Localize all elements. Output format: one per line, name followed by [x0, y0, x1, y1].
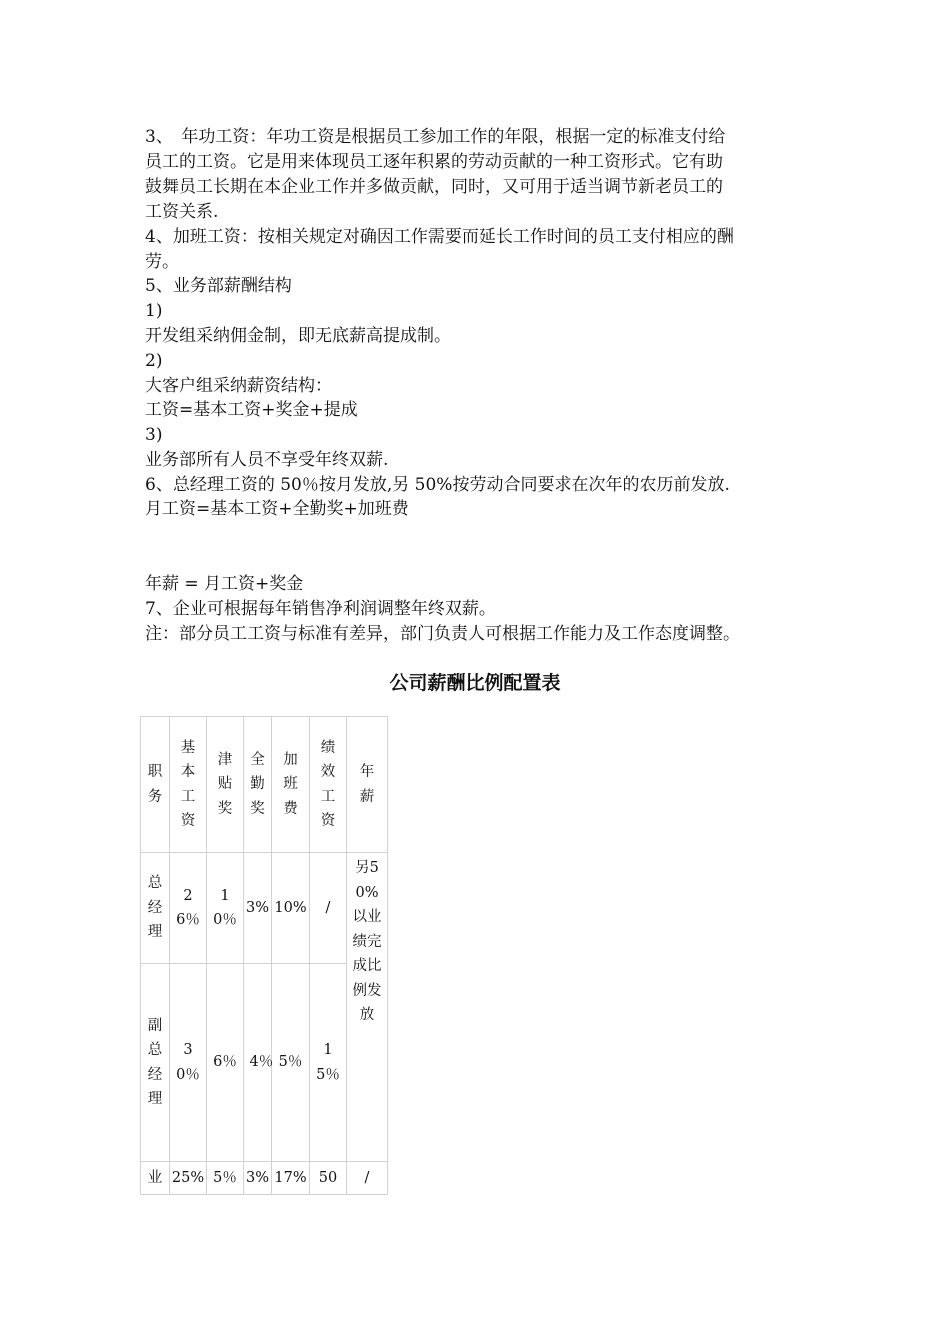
table-cell: 5％ [207, 1162, 244, 1195]
text-line: 4、加班工资：按相关规定对确因工作需要而延长工作时间的员工支付相应的酬 [145, 227, 734, 247]
text-line: 鼓舞员工长期在本企业工作并多做贡献，同时，又可用于适当调节新老员工的 [145, 177, 723, 197]
text-line: 3、 年功工资：年功工资是根据员工参加工作的年限，根据一定的标准支付给 [145, 127, 726, 147]
table-cell: 业 [141, 1162, 170, 1195]
text-line: 工资=基本工资+奖金+提成 [145, 400, 358, 420]
text-line: 开发组采纳佣金制，即无底薪高提成制。 [145, 326, 451, 346]
table-header-row [141, 717, 388, 853]
salary-ratio-table [140, 716, 388, 1195]
table-cell: 26％ [170, 853, 207, 964]
text-line: 工资关系. [145, 202, 219, 222]
header-cell: 全勤奖 [244, 717, 272, 853]
table-cell: 3% [244, 853, 272, 964]
header-cell: 绩效工资 [310, 717, 347, 853]
table-cell: 25% [170, 1162, 207, 1195]
table-cell: 15％ [310, 964, 347, 1162]
table-cell: 6％ [207, 964, 244, 1162]
header-cell: 年薪 [347, 717, 388, 853]
header-cell: 加班费 [272, 717, 310, 853]
table-cell: / [310, 853, 347, 964]
table-cell: / [347, 1162, 388, 1195]
text-line: 大客户组采纳薪资结构： [145, 376, 332, 396]
text-line: 注：部分员工工资与标准有差异，部门负责人可根据工作能力及工作态度调整。 [145, 624, 740, 644]
header-cell: 基本工资 [170, 717, 207, 853]
text-line: 年薪 = 月工资+奖金 [145, 574, 304, 594]
table-cell: 3% [244, 1162, 272, 1195]
text-line: 员工的工资。它是用来体现员工逐年积累的劳动贡献的一种工资形式。它有助 [145, 152, 723, 172]
text-line: 1) [145, 301, 163, 321]
table-cell: 17% [272, 1162, 310, 1195]
table-cell: 5％ [272, 964, 310, 1162]
table-cell: 10% [272, 853, 310, 964]
table-cell: 副总经理 [141, 964, 170, 1162]
text-line: 6、总经理工资的 50％按月发放,另 50%按劳动合同要求在次年的农历前发放. [145, 475, 730, 495]
table-row [141, 853, 388, 964]
text-line: 劳。 [145, 252, 179, 272]
table-cell: 10％ [207, 853, 244, 964]
table-title: 公司薪酬比例配置表 [389, 672, 561, 694]
table-cell: 总经理 [141, 853, 170, 964]
table-cell: 4％ [244, 964, 272, 1162]
table-row [141, 1162, 388, 1195]
text-line: 业务部所有人员不享受年终双薪. [145, 450, 389, 470]
table-cell: 50 [310, 1162, 347, 1195]
text-line: 2) [145, 351, 163, 371]
text-line: 7、企业可根据每年销售净利润调整年终双薪。 [145, 599, 496, 619]
text-line: 月工资=基本工资+全勤奖+加班费 [145, 499, 409, 519]
table-cell-annual-salary: 另50%以业绩完成比例发放 [347, 853, 388, 1162]
text-line: 3) [145, 425, 163, 445]
table-cell: 30％ [170, 964, 207, 1162]
text-line: 5、业务部薪酬结构 [145, 276, 292, 296]
header-cell: 职务 [141, 717, 170, 853]
header-cell: 津贴奖 [207, 717, 244, 853]
